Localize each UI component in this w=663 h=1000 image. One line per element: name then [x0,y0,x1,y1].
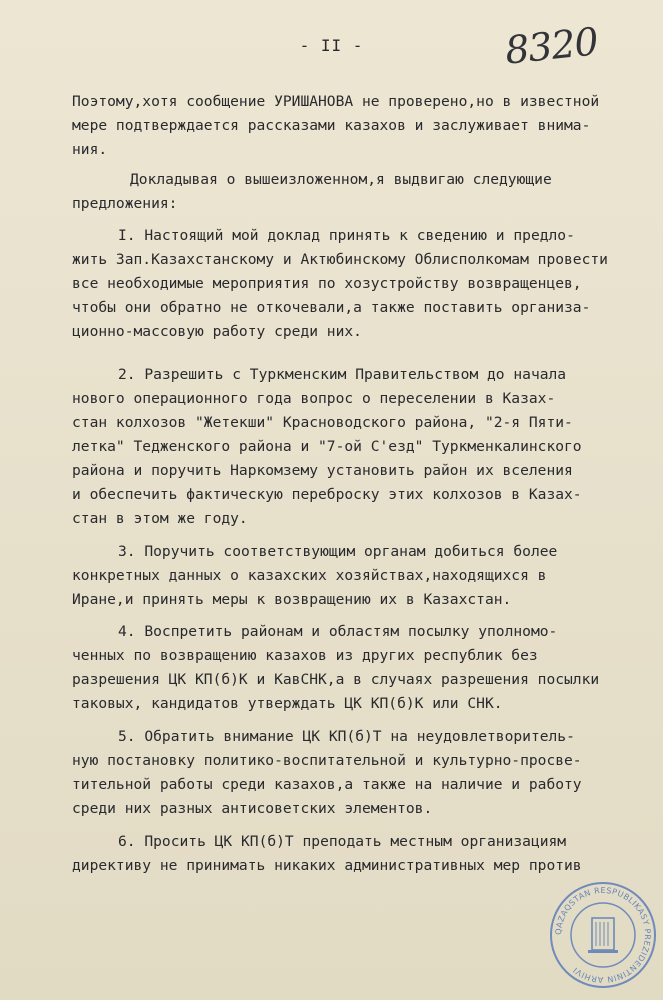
text-line: стан колхозов "Жетекши" Красноводского района, "2-я Пяти- [72,414,573,431]
svg-text:QAZAQSTAN RESPUBLIKASY PREZIDE [554,886,652,984]
text-line: разрешения ЦК КП(б)К и КавСНК,а в случаях разрешения посылки [72,671,600,688]
text-line: летка" Тедженского района и "7-ой С'езд" Туркменкалинского [72,438,582,455]
text-line: ную постановку политико-воспитательной и культурно-просве- [72,752,582,769]
text-line: 2. Разрешить с Туркменским Правительством до начала [118,366,567,383]
text-line: и обеспечить фактическую переброску этих колхозов в Казах- [72,486,582,503]
text-line: таковых, кандидатов утверждать ЦК КП(б)К или СНК. [72,695,503,712]
text-line: Иране,и принять меры к возвращению их в Казахстан. [72,591,512,608]
text-line: 4. Воспретить районам и областям посылку уполномо- [118,623,558,640]
text-line: 3. Поручить соответствующим органам добиться более [118,543,558,560]
handwritten-archive-number: 8320 [502,19,600,73]
building-icon [588,918,618,953]
page-number: - II - [299,36,364,55]
text-line: ченных по возвращению казахов из других республик без [72,647,538,664]
text-line: тительной работы среди казахов,а также на наличие и работу [72,776,582,793]
text-line: 5. Обратить внимание ЦК КП(б)Т на неудовлетворитель- [118,728,575,745]
text-line: района и поручить Наркомзему установить район их вселения [72,462,573,479]
stamp-text: QAZAQSTAN RESPUBLIKASY PREZIDENTININ ARHIVI [553,885,653,985]
text-line: предложения: [72,195,178,212]
text-line: жить Зап.Казахстанскому и Актюбинскому Облисполкомам провести [72,251,608,268]
text-line: мере подтверждается рассказами казахов и заслуживает внима- [72,117,591,134]
archive-stamp [548,880,658,990]
text-line: 6. Просить ЦК КП(б)Т преподать местным организациям [118,833,567,850]
text-line: ния. [72,141,108,158]
text-line: директиву не принимать никаких административных мер против [72,857,582,874]
text-line: чтобы они обратно не откочевали,а также поставить организа- [72,299,591,316]
text-line: Докладывая о вышеизложенном,я выдвигаю следующие [130,171,552,188]
text-line: нового операционного года вопрос о переселении в Казах- [72,390,556,407]
text-line: стан в этом же году. [72,510,248,527]
text-line: Поэтому,хотя сообщение УРИШАНОВА не проверено,но в известной [72,93,600,110]
text-line: ционно-массовую работу среди них. [72,323,362,340]
text-line: I. Настоящий мой доклад принять к сведению и предло- [118,227,575,244]
text-line: все необходимые мероприятия по хозустройству возвращенцев, [72,275,582,292]
text-line: среди них разных антисоветских элементов. [72,800,433,817]
text-line: конкретных данных о казахских хозяйствах,находящихся в [72,567,547,584]
